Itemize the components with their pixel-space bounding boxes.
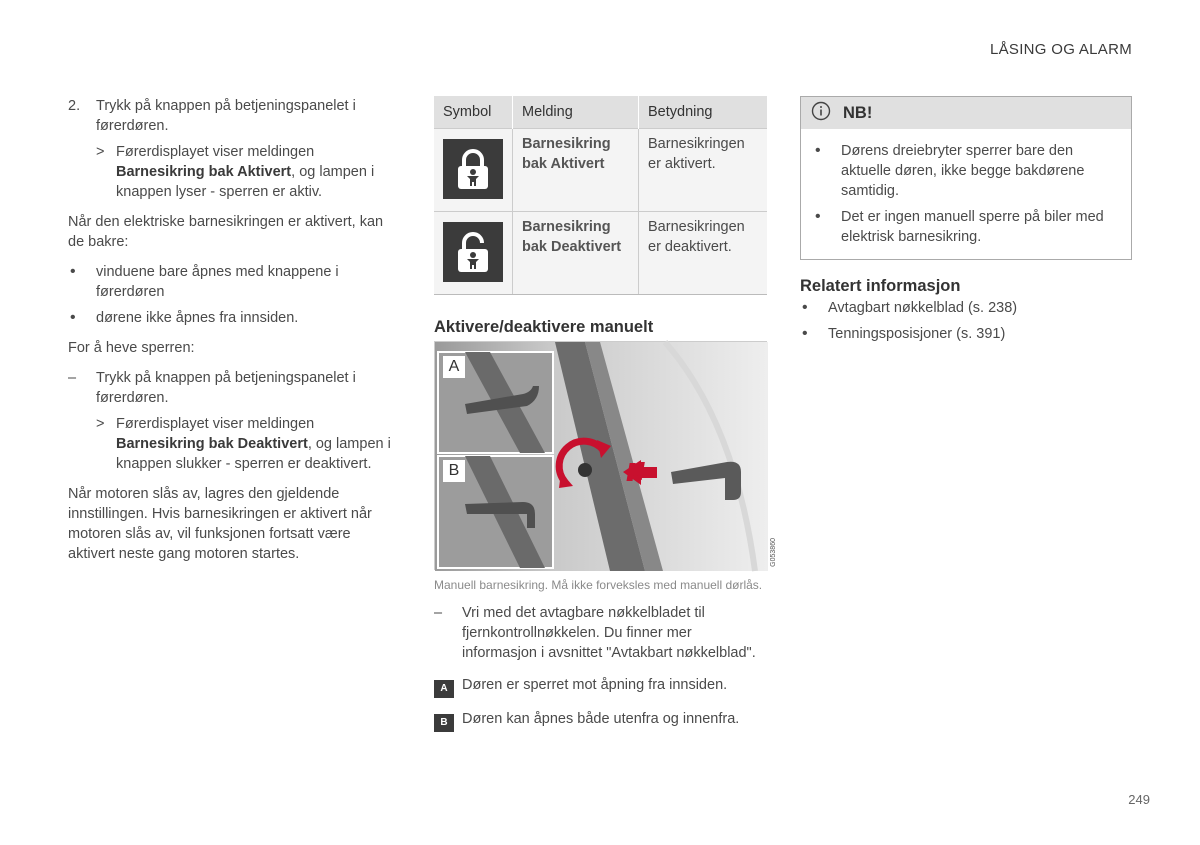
- note-title: NB!: [843, 104, 873, 122]
- result-text-pre: Førerdisplayet viser meldingen: [116, 416, 315, 432]
- table-header-row: [434, 96, 767, 129]
- related-link[interactable]: • Avtagbart nøkkelblad (s. 238): [800, 298, 1132, 318]
- figure-label-a: A: [443, 356, 465, 378]
- table-row: [434, 129, 767, 212]
- message-inactive: Barnesikring bak Deaktivert: [116, 436, 308, 452]
- manual-instruction: [434, 603, 767, 663]
- paragraph-engine: Når motoren slås av, lagres den gjeldende innstillingen. Hvis barnesikringen er aktivert når motoren slås av, vil funksjonen fortsatt være aktivert neste gang motoren startes.: [68, 486, 372, 562]
- figure-code: G053860: [770, 538, 777, 567]
- dash-marker: –: [68, 370, 77, 386]
- child-lock-active-icon: [443, 139, 503, 199]
- section-heading-manual: Aktivere/deaktivere manuelt: [434, 318, 654, 336]
- step-number: 2.: [68, 98, 81, 114]
- label-b-item: [434, 709, 767, 729]
- related-link[interactable]: • Tenningsposisjoner (s. 391): [800, 324, 1132, 344]
- label-a-text: Døren er sperret mot åpning fra innsiden.: [462, 677, 728, 693]
- column-header: Symbol: [434, 96, 513, 129]
- figure-caption: Manuell barnesikring. Må ikke forveksles med manuell dørlås.: [434, 578, 763, 592]
- result-text-post: , og lampen i knappen slukker - sperren er deaktivert.: [116, 436, 391, 472]
- symbol-table: [434, 96, 767, 295]
- related-links: [800, 298, 1132, 344]
- column-middle: [434, 96, 777, 739]
- list-item: • Det er ingen manuell sperre på biler med elektrisk barnesikring.: [813, 207, 1119, 247]
- figure-label-b: B: [443, 460, 465, 482]
- instruction-text: Vri med det avtagbare nøkkelbladet til fjernkontrollnøkkelen. Du finner mer informasjon i avsnittet "Avtakbart nøkkelblad".: [462, 605, 756, 661]
- symbol-cell: [434, 212, 513, 295]
- list-item: • Dørens dreiebryter sperrer bare den aktuelle døren, ikke begge bakdørene samtidig.: [813, 141, 1119, 201]
- message-cell: Barnesikring bak Deaktivert: [513, 212, 639, 295]
- step-text: Trykk på knappen på betjeningspanelet i førerdøren.: [96, 98, 356, 134]
- manual-child-lock-figure: [434, 341, 777, 570]
- note-bullet-list: [813, 141, 1119, 247]
- info-icon: [811, 101, 831, 126]
- section-header: LÅSING OG ALARM: [989, 41, 1132, 58]
- related-heading: Relatert informasjon: [800, 277, 961, 295]
- label-b-text: Døren kan åpnes både utenfra og innenfra.: [462, 711, 740, 727]
- dash-step: [68, 368, 400, 408]
- label-b-badge: B: [434, 714, 454, 732]
- list-item: • vinduene bare åpnes med knappene i førerdøren: [68, 262, 400, 302]
- column-header: Betydning: [639, 96, 768, 129]
- result-text-post: , og lampen i knappen lyser - sperren er aktiv.: [116, 164, 375, 200]
- symbol-cell: [434, 129, 513, 212]
- message-cell: Barnesikring bak Aktivert: [513, 129, 639, 212]
- meaning-cell: Barnesikringen er deaktivert.: [639, 212, 768, 295]
- label-a-item: [434, 675, 767, 695]
- column-left: [68, 96, 400, 574]
- result-text-pre: Førerdisplayet viser meldingen: [116, 144, 315, 160]
- table-row: [434, 212, 767, 295]
- dash-text: Trykk på knappen på betjeningspanelet i førerdøren.: [96, 370, 356, 406]
- result-marker: >: [96, 416, 105, 432]
- page-number: 249: [1128, 792, 1150, 807]
- note-body: [801, 129, 1131, 259]
- meaning-cell: Barnesikringen er aktivert.: [639, 129, 768, 212]
- list-item: • dørene ikke åpnes fra innsiden.: [68, 308, 400, 328]
- message-active: Barnesikring bak Aktivert: [116, 164, 292, 180]
- result-marker: >: [96, 144, 105, 160]
- note-box: [800, 96, 1132, 260]
- label-a-badge: A: [434, 680, 454, 698]
- note-header: [801, 97, 1131, 129]
- dash-step-result: [68, 414, 400, 474]
- bullet-list: [68, 262, 400, 328]
- dash-marker: –: [434, 605, 443, 621]
- paragraph-active: Når den elektriske barnesikringen er aktivert, kan de bakre:: [68, 214, 384, 250]
- paragraph-lift: For å heve sperren:: [68, 340, 195, 356]
- step-2: [68, 96, 400, 136]
- child-lock-inactive-icon: [443, 222, 503, 282]
- step-2-result: [68, 142, 400, 202]
- column-header: Melding: [513, 96, 639, 129]
- column-right: [800, 96, 1132, 354]
